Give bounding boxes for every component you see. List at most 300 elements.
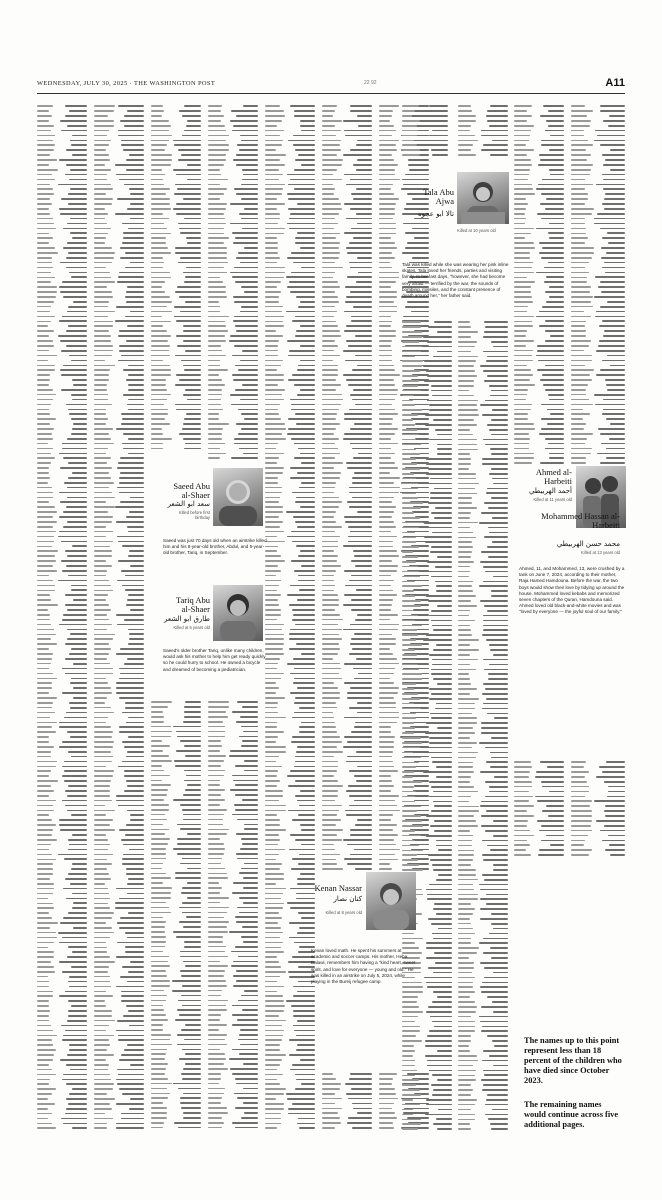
name-entry [458, 359, 508, 363]
english-name-text [437, 556, 453, 558]
name-entry [458, 966, 508, 970]
arabic-name-text [458, 595, 476, 597]
name-entry [402, 1078, 452, 1082]
name-entry [322, 109, 372, 113]
english-name-text [491, 419, 508, 421]
name-entry [208, 373, 258, 377]
arabic-name-text [379, 800, 395, 802]
english-name-text [230, 394, 258, 396]
arabic-name-text [402, 1026, 420, 1028]
arabic-name-text [208, 912, 227, 914]
arabic-name-text [322, 472, 341, 474]
name-entry [151, 979, 201, 983]
name-entry [208, 1042, 258, 1046]
arabic-name-text [94, 404, 112, 406]
arabic-name-text [208, 311, 220, 313]
arabic-name-text [379, 184, 393, 186]
arabic-name-text [37, 154, 50, 156]
name-entry [208, 847, 258, 851]
arabic-name-text [379, 448, 391, 450]
english-name-text [290, 1069, 315, 1071]
arabic-name-text [151, 1127, 163, 1129]
name-entry [402, 560, 452, 564]
name-entry [94, 583, 144, 587]
arabic-name-text [402, 365, 422, 367]
arabic-name-text [379, 868, 392, 870]
arabic-name-text [37, 966, 54, 968]
name-entry [322, 622, 372, 626]
name-entry [37, 818, 87, 822]
arabic-name-text [322, 316, 334, 318]
names-column-4-top [208, 104, 258, 466]
arabic-name-text [37, 184, 50, 186]
arabic-name-text [37, 526, 53, 528]
name-entry [151, 373, 201, 377]
name-entry [94, 696, 144, 700]
arabic-name-text [402, 321, 421, 323]
name-entry [402, 623, 452, 627]
arabic-name-text [94, 487, 109, 489]
name-entry [265, 168, 315, 172]
english-name-text [120, 257, 144, 259]
english-name-text [61, 1118, 87, 1120]
name-entry [402, 555, 452, 559]
english-name-text [433, 1089, 452, 1091]
english-name-text [351, 638, 372, 640]
name-entry [265, 446, 315, 450]
arabic-name-text [379, 590, 393, 592]
arabic-name-text [379, 648, 390, 650]
arabic-name-text [265, 135, 280, 137]
english-name-text [354, 423, 372, 425]
arabic-name-text [94, 795, 110, 797]
arabic-name-text [379, 629, 398, 631]
arabic-name-text [379, 761, 393, 763]
arabic-name-text [265, 345, 278, 347]
english-name-text [186, 237, 201, 239]
arabic-name-text [379, 1083, 392, 1085]
name-entry [94, 691, 144, 695]
name-entry [322, 358, 372, 362]
arabic-name-text [151, 223, 164, 225]
arabic-name-text [208, 1058, 226, 1060]
english-name-text [230, 272, 258, 274]
arabic-name-text [322, 624, 338, 626]
arabic-name-text [151, 130, 169, 132]
arabic-name-text [458, 1001, 475, 1003]
arabic-name-text [402, 507, 421, 509]
arabic-name-text [37, 550, 58, 552]
arabic-name-text [322, 1127, 335, 1129]
name-entry [151, 221, 201, 225]
arabic-name-text [94, 350, 113, 352]
name-entry [458, 804, 508, 808]
name-entry [208, 866, 258, 870]
arabic-name-text [208, 125, 225, 127]
arabic-name-text [322, 218, 335, 220]
arabic-name-text [265, 169, 279, 171]
name-entry [458, 545, 508, 549]
english-name-text [66, 1108, 88, 1110]
arabic-name-text [322, 125, 335, 127]
name-entry [94, 1111, 144, 1115]
name-entry [208, 710, 258, 714]
name-entry [458, 369, 508, 373]
english-name-text [300, 550, 315, 552]
name-entry [402, 428, 452, 432]
english-name-text [425, 414, 452, 416]
name-entry [322, 745, 372, 749]
name-entry [322, 696, 372, 700]
name-entry [94, 256, 144, 260]
arabic-name-text [151, 330, 167, 332]
name-entry [265, 216, 315, 220]
english-name-text [289, 350, 315, 352]
english-name-text [429, 404, 452, 406]
arabic-name-text [458, 894, 478, 896]
arabic-name-text [151, 833, 165, 835]
arabic-name-text [208, 115, 224, 117]
name-entry [208, 915, 258, 919]
name-entry [94, 153, 144, 157]
arabic-name-text [458, 1094, 471, 1096]
english-name-text [432, 395, 452, 397]
arabic-name-text [151, 1029, 163, 1031]
english-name-text [431, 669, 452, 671]
english-name-text [120, 917, 144, 919]
arabic-name-text [94, 506, 115, 508]
arabic-name-text [458, 502, 472, 504]
name-entry [265, 114, 315, 118]
english-name-text [352, 448, 373, 450]
name-entry [94, 280, 144, 284]
english-name-text [344, 663, 372, 665]
arabic-name-text [265, 707, 277, 709]
name-entry [208, 803, 258, 807]
name-entry [322, 485, 372, 489]
english-name-text [237, 907, 258, 909]
arabic-name-text [402, 493, 416, 495]
name-entry [151, 1072, 201, 1076]
arabic-name-text [37, 423, 50, 425]
arabic-name-text [322, 1108, 342, 1110]
english-name-text [352, 1127, 372, 1129]
name-entry [402, 687, 452, 691]
arabic-name-text [151, 887, 172, 889]
name-entry [151, 764, 201, 768]
english-name-text [425, 1045, 453, 1047]
arabic-name-text [402, 1035, 416, 1037]
arabic-name-text [265, 1059, 282, 1061]
name-entry [37, 1077, 87, 1081]
english-name-text [490, 395, 508, 397]
english-name-text [480, 805, 508, 807]
name-entry [208, 1125, 258, 1129]
english-name-text [431, 385, 453, 387]
arabic-name-text [458, 752, 478, 754]
arabic-name-text [402, 1109, 413, 1111]
arabic-name-text [151, 350, 169, 352]
english-name-text [356, 144, 372, 146]
name-entry [94, 588, 144, 592]
english-name-text [175, 291, 201, 293]
name-entry [151, 959, 201, 963]
name-entry [94, 642, 144, 646]
english-name-text [292, 1103, 315, 1105]
english-name-text [295, 1088, 316, 1090]
arabic-name-text [151, 1093, 170, 1095]
english-name-text [352, 497, 372, 499]
name-entry [37, 931, 87, 935]
name-entry [265, 759, 315, 763]
arabic-name-text [94, 770, 114, 772]
arabic-name-text [94, 942, 106, 944]
arabic-name-text [151, 985, 170, 987]
arabic-name-text [37, 316, 55, 318]
arabic-name-text [322, 409, 339, 411]
english-name-text [236, 853, 258, 855]
english-name-text [129, 849, 144, 851]
name-entry [458, 1103, 508, 1107]
name-entry [151, 935, 201, 939]
arabic-name-text [322, 1073, 333, 1075]
arabic-name-text [265, 340, 279, 342]
name-entry [322, 779, 372, 783]
arabic-name-text [151, 941, 166, 943]
english-name-text [345, 810, 372, 812]
english-name-text [68, 252, 87, 254]
name-entry [94, 872, 144, 876]
arabic-name-text [94, 585, 111, 587]
name-entry [94, 236, 144, 240]
name-entry [208, 231, 258, 235]
arabic-name-text [265, 526, 280, 528]
english-name-text [181, 892, 201, 894]
english-name-text [128, 878, 144, 880]
english-name-text [347, 741, 372, 743]
english-name-text [69, 1044, 87, 1046]
english-name-text [128, 228, 144, 230]
name-entry [151, 192, 201, 196]
name-entry [151, 798, 201, 802]
name-entry [37, 138, 87, 142]
arabic-name-text [379, 741, 394, 743]
arabic-name-text [458, 859, 473, 861]
name-entry [37, 456, 87, 460]
arabic-name-text [402, 620, 415, 622]
arabic-name-text [322, 1122, 341, 1124]
arabic-name-text [379, 144, 396, 146]
arabic-name-text [379, 208, 395, 210]
arabic-name-text [458, 791, 478, 793]
english-name-text [344, 174, 372, 176]
arabic-name-text [151, 301, 172, 303]
name-entry [458, 340, 508, 344]
arabic-name-text [458, 796, 471, 798]
english-name-text [125, 589, 144, 591]
name-entry [458, 819, 508, 823]
name-entry [458, 716, 508, 720]
name-entry [458, 726, 508, 730]
name-entry [379, 226, 429, 230]
arabic-name-text [402, 1016, 418, 1018]
arabic-name-text [265, 863, 282, 865]
arabic-name-text [94, 369, 110, 371]
name-entry [265, 935, 315, 939]
arabic-name-text [402, 801, 415, 803]
english-name-text [479, 585, 508, 587]
english-name-text [187, 784, 201, 786]
arabic-name-text [265, 413, 279, 415]
english-name-text [350, 687, 372, 689]
name-entry [37, 838, 87, 842]
name-entry [322, 583, 372, 587]
name-entry [322, 158, 372, 162]
name-entry [458, 423, 508, 427]
english-name-text [347, 1122, 372, 1124]
english-name-text [58, 536, 87, 538]
arabic-name-text [402, 478, 416, 480]
name-entry [322, 559, 372, 563]
english-name-text [490, 1123, 508, 1125]
arabic-name-text [402, 434, 419, 436]
english-name-text [540, 159, 565, 161]
english-name-text [243, 941, 258, 943]
name-entry [402, 657, 452, 661]
arabic-name-text [37, 125, 54, 127]
name-entry [402, 481, 452, 485]
english-name-text [119, 350, 144, 352]
name-entry [379, 231, 429, 235]
arabic-name-text [208, 789, 225, 791]
arabic-name-text [94, 903, 108, 905]
english-name-text [426, 458, 452, 460]
english-name-text [433, 678, 452, 680]
english-name-text [179, 1014, 201, 1016]
name-entry [208, 764, 258, 768]
name-entry [94, 138, 144, 142]
name-entry [151, 827, 201, 831]
name-entry [458, 486, 508, 490]
name-entry [37, 593, 87, 597]
arabic-name-text [208, 1088, 225, 1090]
name-entry [322, 608, 372, 612]
name-entry [402, 119, 448, 123]
name-entry [322, 231, 372, 235]
name-entry [458, 618, 508, 622]
english-name-text [116, 795, 144, 797]
arabic-name-text [208, 149, 229, 151]
english-name-text [297, 369, 315, 371]
english-name-text [481, 991, 508, 993]
arabic-name-text [37, 575, 49, 577]
name-entry [94, 143, 144, 147]
name-entry [37, 163, 87, 167]
arabic-name-text [379, 428, 398, 430]
name-entry [151, 246, 201, 250]
arabic-name-text [379, 384, 395, 386]
name-entry [37, 588, 87, 592]
english-name-text [176, 409, 201, 411]
english-name-text [286, 311, 315, 313]
name-entry [94, 970, 144, 974]
arabic-name-text [37, 995, 53, 997]
english-name-text [344, 736, 372, 738]
arabic-name-text [151, 1005, 163, 1007]
arabic-name-text [208, 1044, 227, 1046]
english-name-text [483, 952, 508, 954]
name-entry [208, 437, 258, 441]
name-entry [322, 441, 372, 445]
arabic-name-text [151, 990, 164, 992]
arabic-name-text [322, 795, 338, 797]
arabic-name-text [402, 678, 422, 680]
arabic-name-text [94, 927, 112, 929]
arabic-name-text [265, 325, 284, 327]
english-name-text [293, 995, 315, 997]
arabic-name-text [322, 457, 335, 459]
arabic-name-text [265, 800, 279, 802]
name-entry [458, 638, 508, 642]
english-name-text [286, 1000, 315, 1002]
name-entry [402, 330, 452, 334]
name-entry [322, 657, 372, 661]
name-entry [94, 1126, 144, 1130]
english-name-text [177, 843, 201, 845]
name-entry [151, 261, 201, 265]
arabic-name-text [151, 154, 172, 156]
english-name-text [487, 424, 508, 426]
english-name-text [549, 169, 564, 171]
english-name-text [346, 379, 372, 381]
name-entry [94, 1116, 144, 1120]
english-name-text [234, 267, 258, 269]
arabic-name-text [379, 1122, 393, 1124]
arabic-name-text [458, 727, 473, 729]
english-name-text [64, 770, 87, 772]
name-entry [208, 295, 258, 299]
page-number: A11 [605, 77, 625, 89]
english-name-text [230, 1068, 258, 1070]
english-name-text [426, 835, 452, 837]
arabic-name-text [458, 957, 469, 959]
name-entry [37, 896, 87, 900]
name-entry [265, 1087, 315, 1091]
english-name-text [115, 902, 144, 904]
english-name-text [481, 815, 508, 817]
name-entry [37, 212, 87, 216]
arabic-name-text [208, 731, 225, 733]
printer-marks: 22 92 [364, 80, 377, 86]
name-entry [208, 133, 258, 137]
name-entry [402, 457, 452, 461]
name-entry [37, 1102, 87, 1106]
name-entry [151, 724, 201, 728]
english-name-text [124, 184, 144, 186]
arabic-name-text [265, 423, 285, 425]
english-name-text [350, 624, 372, 626]
name-entry [94, 945, 144, 949]
english-name-text [70, 682, 87, 684]
english-name-text [116, 692, 144, 694]
name-entry [208, 104, 258, 108]
name-entry [94, 1019, 144, 1023]
arabic-name-text [379, 692, 398, 694]
arabic-name-text [458, 115, 476, 117]
english-name-text [490, 849, 508, 851]
arabic-name-text [379, 135, 392, 137]
name-entry [402, 853, 452, 857]
